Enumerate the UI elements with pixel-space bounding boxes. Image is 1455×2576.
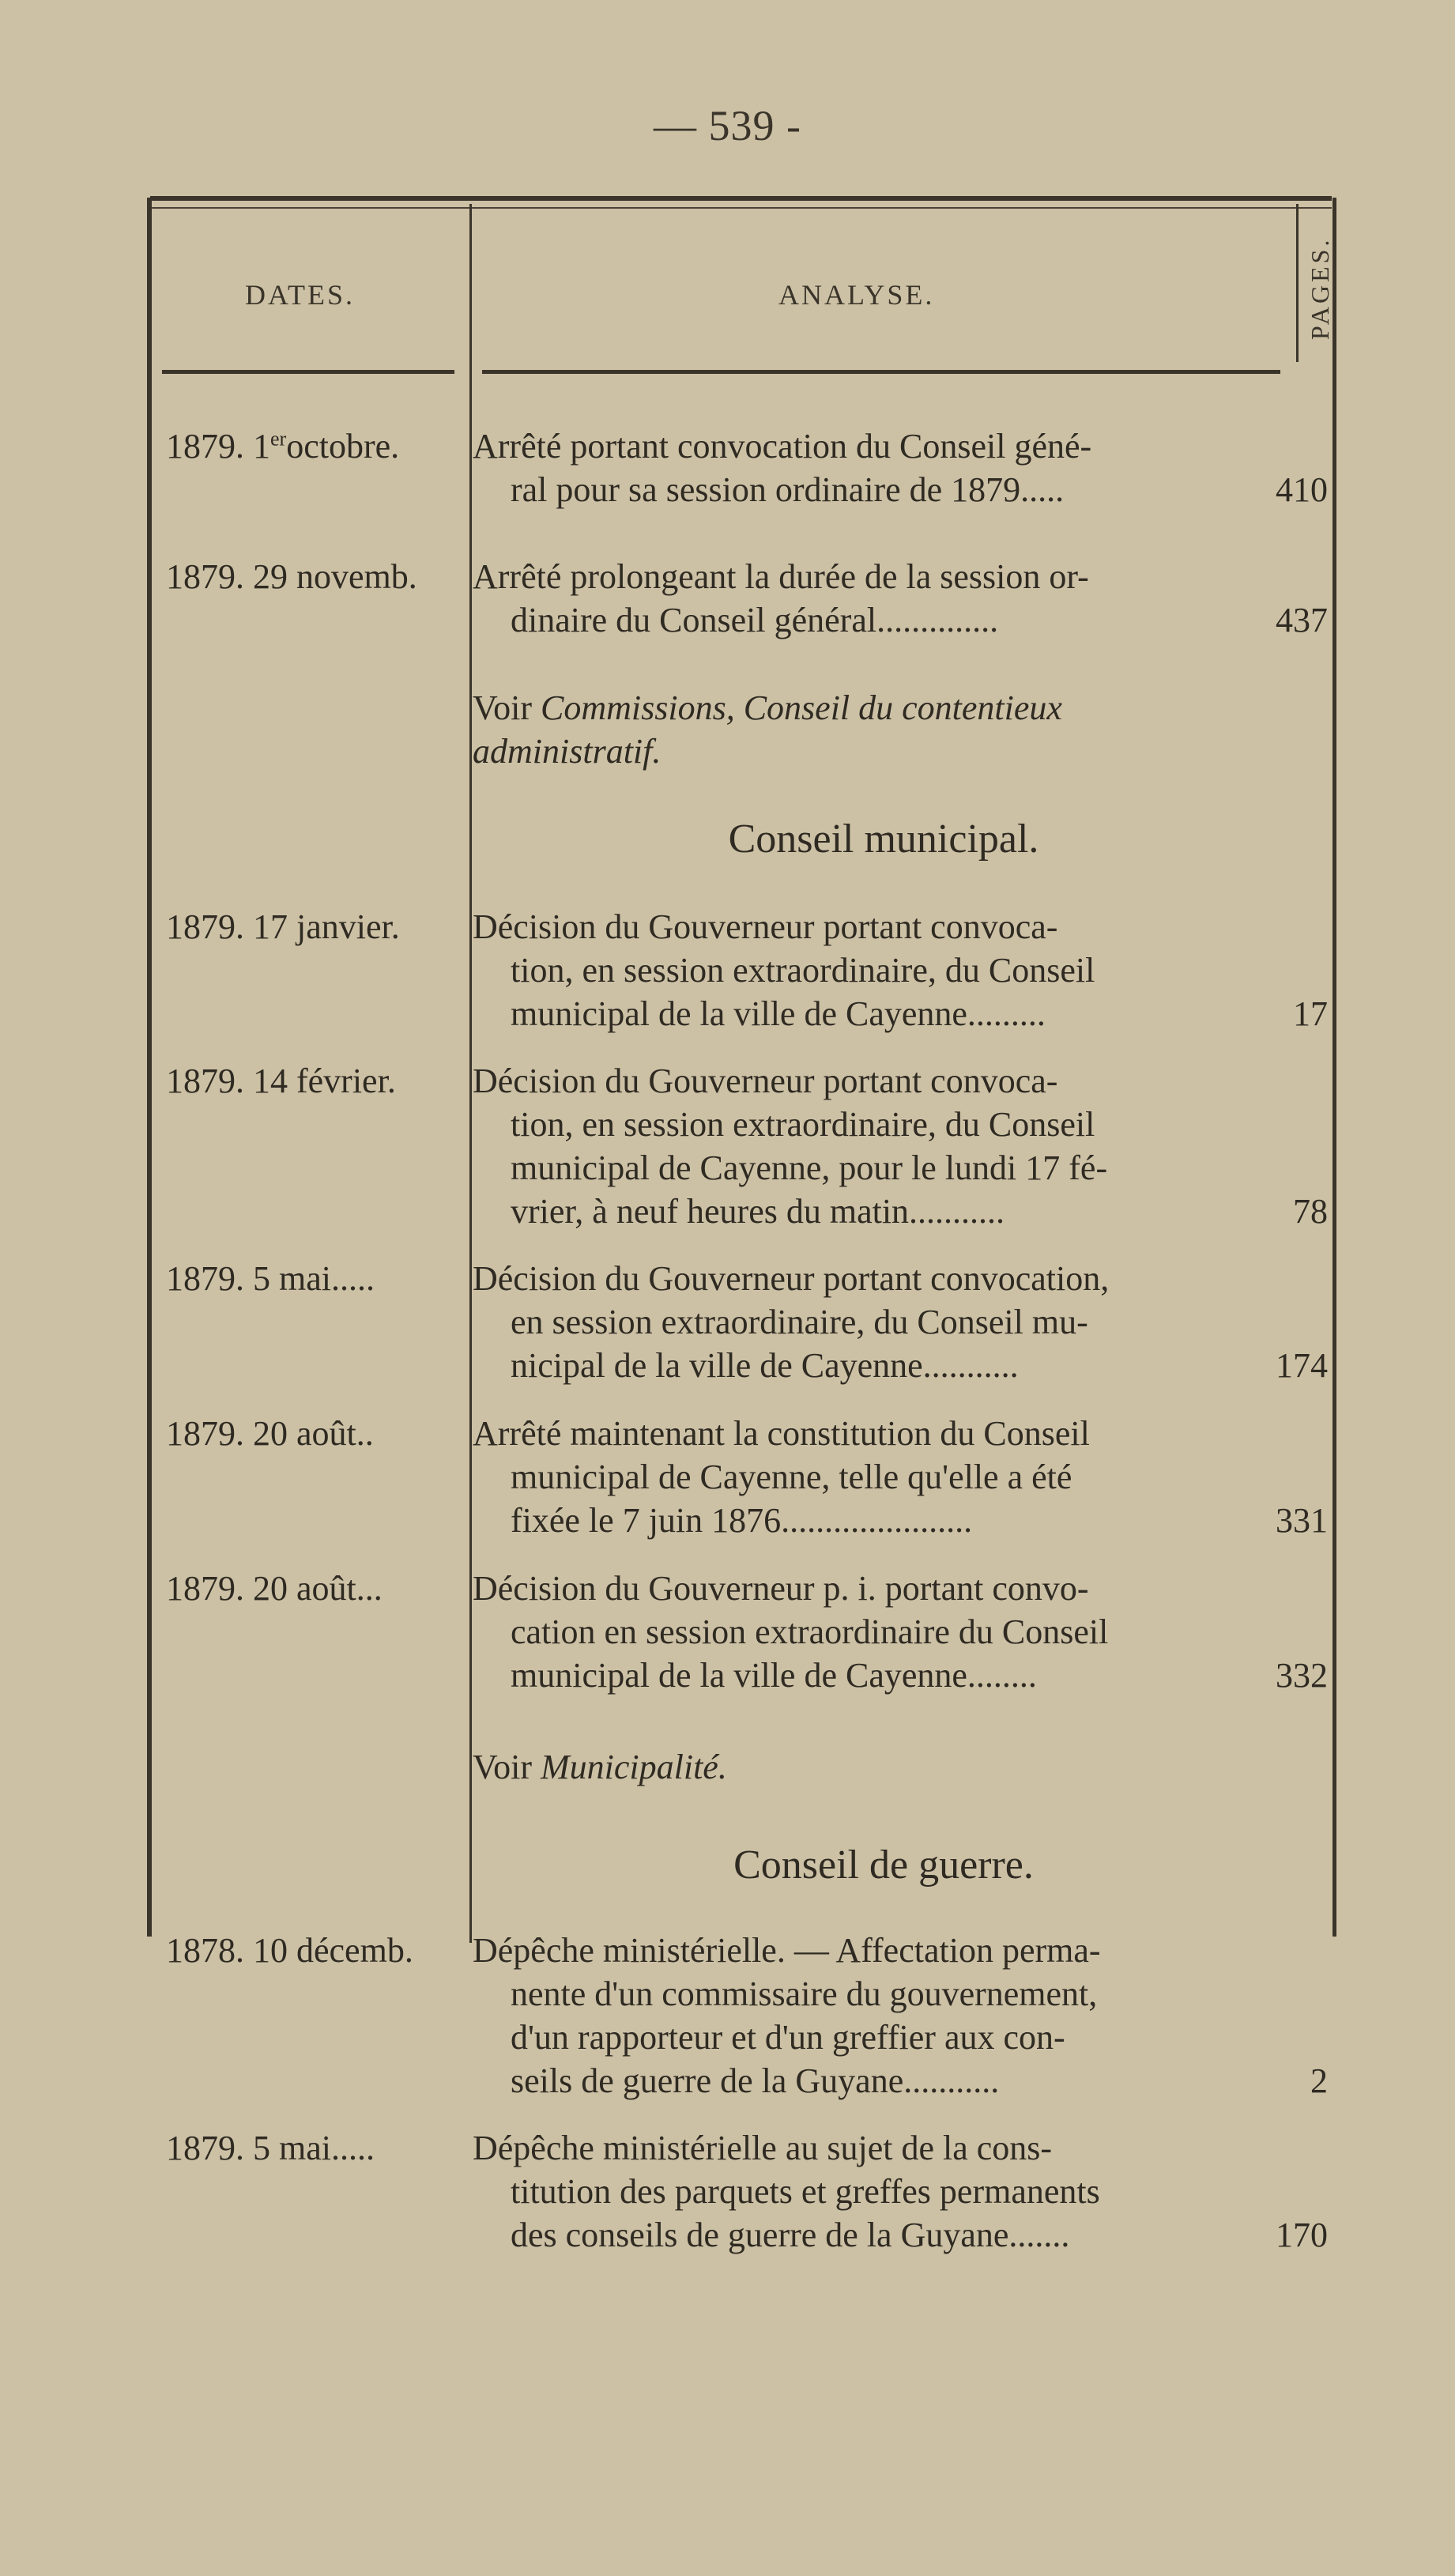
see-also-note: Voir Municipalité. — [473, 1748, 727, 1786]
entry-analysis: Arrêté portant convocation du Conseil géné- ral pour sa session ordinaire de 1879..... — [473, 427, 1092, 509]
frame-top-rule-thin — [150, 207, 1332, 209]
column-rule-analyse — [1296, 204, 1299, 362]
entry-analysis: Décision du Gouverneur p. i. portant convo- cation en session extraordinaire du Conseil municipal de la ville de Cayenne........ — [473, 1569, 1109, 1695]
entry-date: 1879. 1eroctobre. — [166, 427, 400, 466]
entry-date: 1879. 20 août... — [166, 1569, 383, 1608]
entry-analysis: Décision du Gouverneur portant convocation, en session extraordinaire, du Conseil mu- nicipal de la ville de Cayenne........... — [473, 1259, 1110, 1385]
header-rule-analyse — [482, 370, 1280, 374]
entry-date: 1879. 17 janvier. — [166, 907, 400, 946]
entry-page: 170 — [1276, 2216, 1328, 2254]
entry-date: 1879. 14 février. — [166, 1062, 396, 1100]
entry-analysis: Dépêche ministérielle au sujet de la cons- titution des parquets et greffes permanents des conseils de guerre de la Guyane....... — [473, 2129, 1100, 2254]
entry-page: 2 — [1310, 2061, 1328, 2100]
entry-page: 17 — [1293, 994, 1328, 1033]
header-dates: DATES. — [245, 279, 356, 311]
entry-analysis: Dépêche ministérielle. — Affectation perma- nente d'un commissaire du gouvernement, d'un rapporteur et d'un greffier aux con- seils de guerre de la Guyane........... — [473, 1931, 1101, 2100]
entry-date: 1879. 29 novemb. — [166, 557, 417, 596]
frame-left-rule — [147, 198, 152, 1937]
entry-date: 1879. 20 août.. — [166, 1414, 374, 1453]
entry-page: 437 — [1276, 601, 1328, 639]
section-heading: Conseil de guerre. — [733, 1842, 1034, 1888]
entry-page: 78 — [1293, 1192, 1328, 1231]
page-number: — 539 - — [654, 102, 801, 149]
entry-page: 410 — [1276, 470, 1328, 509]
entry-analysis: Arrêté prolongeant la durée de la session or- dinaire du Conseil général.............. — [473, 557, 1089, 639]
entry-page: 332 — [1276, 1656, 1328, 1695]
see-also-note: Voir Commissions, Conseil du contentieux administratif. — [473, 688, 1062, 771]
section-heading: Conseil municipal. — [728, 817, 1039, 862]
entry-date: 1878. 10 décemb. — [166, 1931, 413, 1970]
entry-page: 331 — [1276, 1501, 1328, 1540]
column-rule-dates — [469, 204, 472, 1943]
entry-date: 1879. 5 mai..... — [166, 2129, 375, 2167]
entry-page: 174 — [1276, 1346, 1328, 1385]
entry-date: 1879. 5 mai..... — [166, 1259, 375, 1298]
frame-right-rule — [1332, 198, 1336, 1937]
entry-analysis: Décision du Gouverneur portant convoca- tion, en session extraordinaire, du Conseil municipal de Cayenne, pour le lundi 17 fé- vrier, à neuf heures du matin........... — [473, 1062, 1108, 1231]
entry-analysis: Décision du Gouverneur portant convoca- tion, en session extraordinaire, du Conseil municipal de la ville de Cayenne......... — [473, 907, 1095, 1033]
header-analyse: ANALYSE. — [778, 279, 935, 311]
frame-top-rule — [150, 196, 1332, 201]
header-pages: PAGES. — [1306, 236, 1334, 341]
header-rule-dates — [162, 370, 454, 374]
entry-analysis: Arrêté maintenant la constitution du Conseil municipal de Cayenne, telle qu'elle a été fixée le 7 juin 1876...................... — [473, 1414, 1090, 1540]
